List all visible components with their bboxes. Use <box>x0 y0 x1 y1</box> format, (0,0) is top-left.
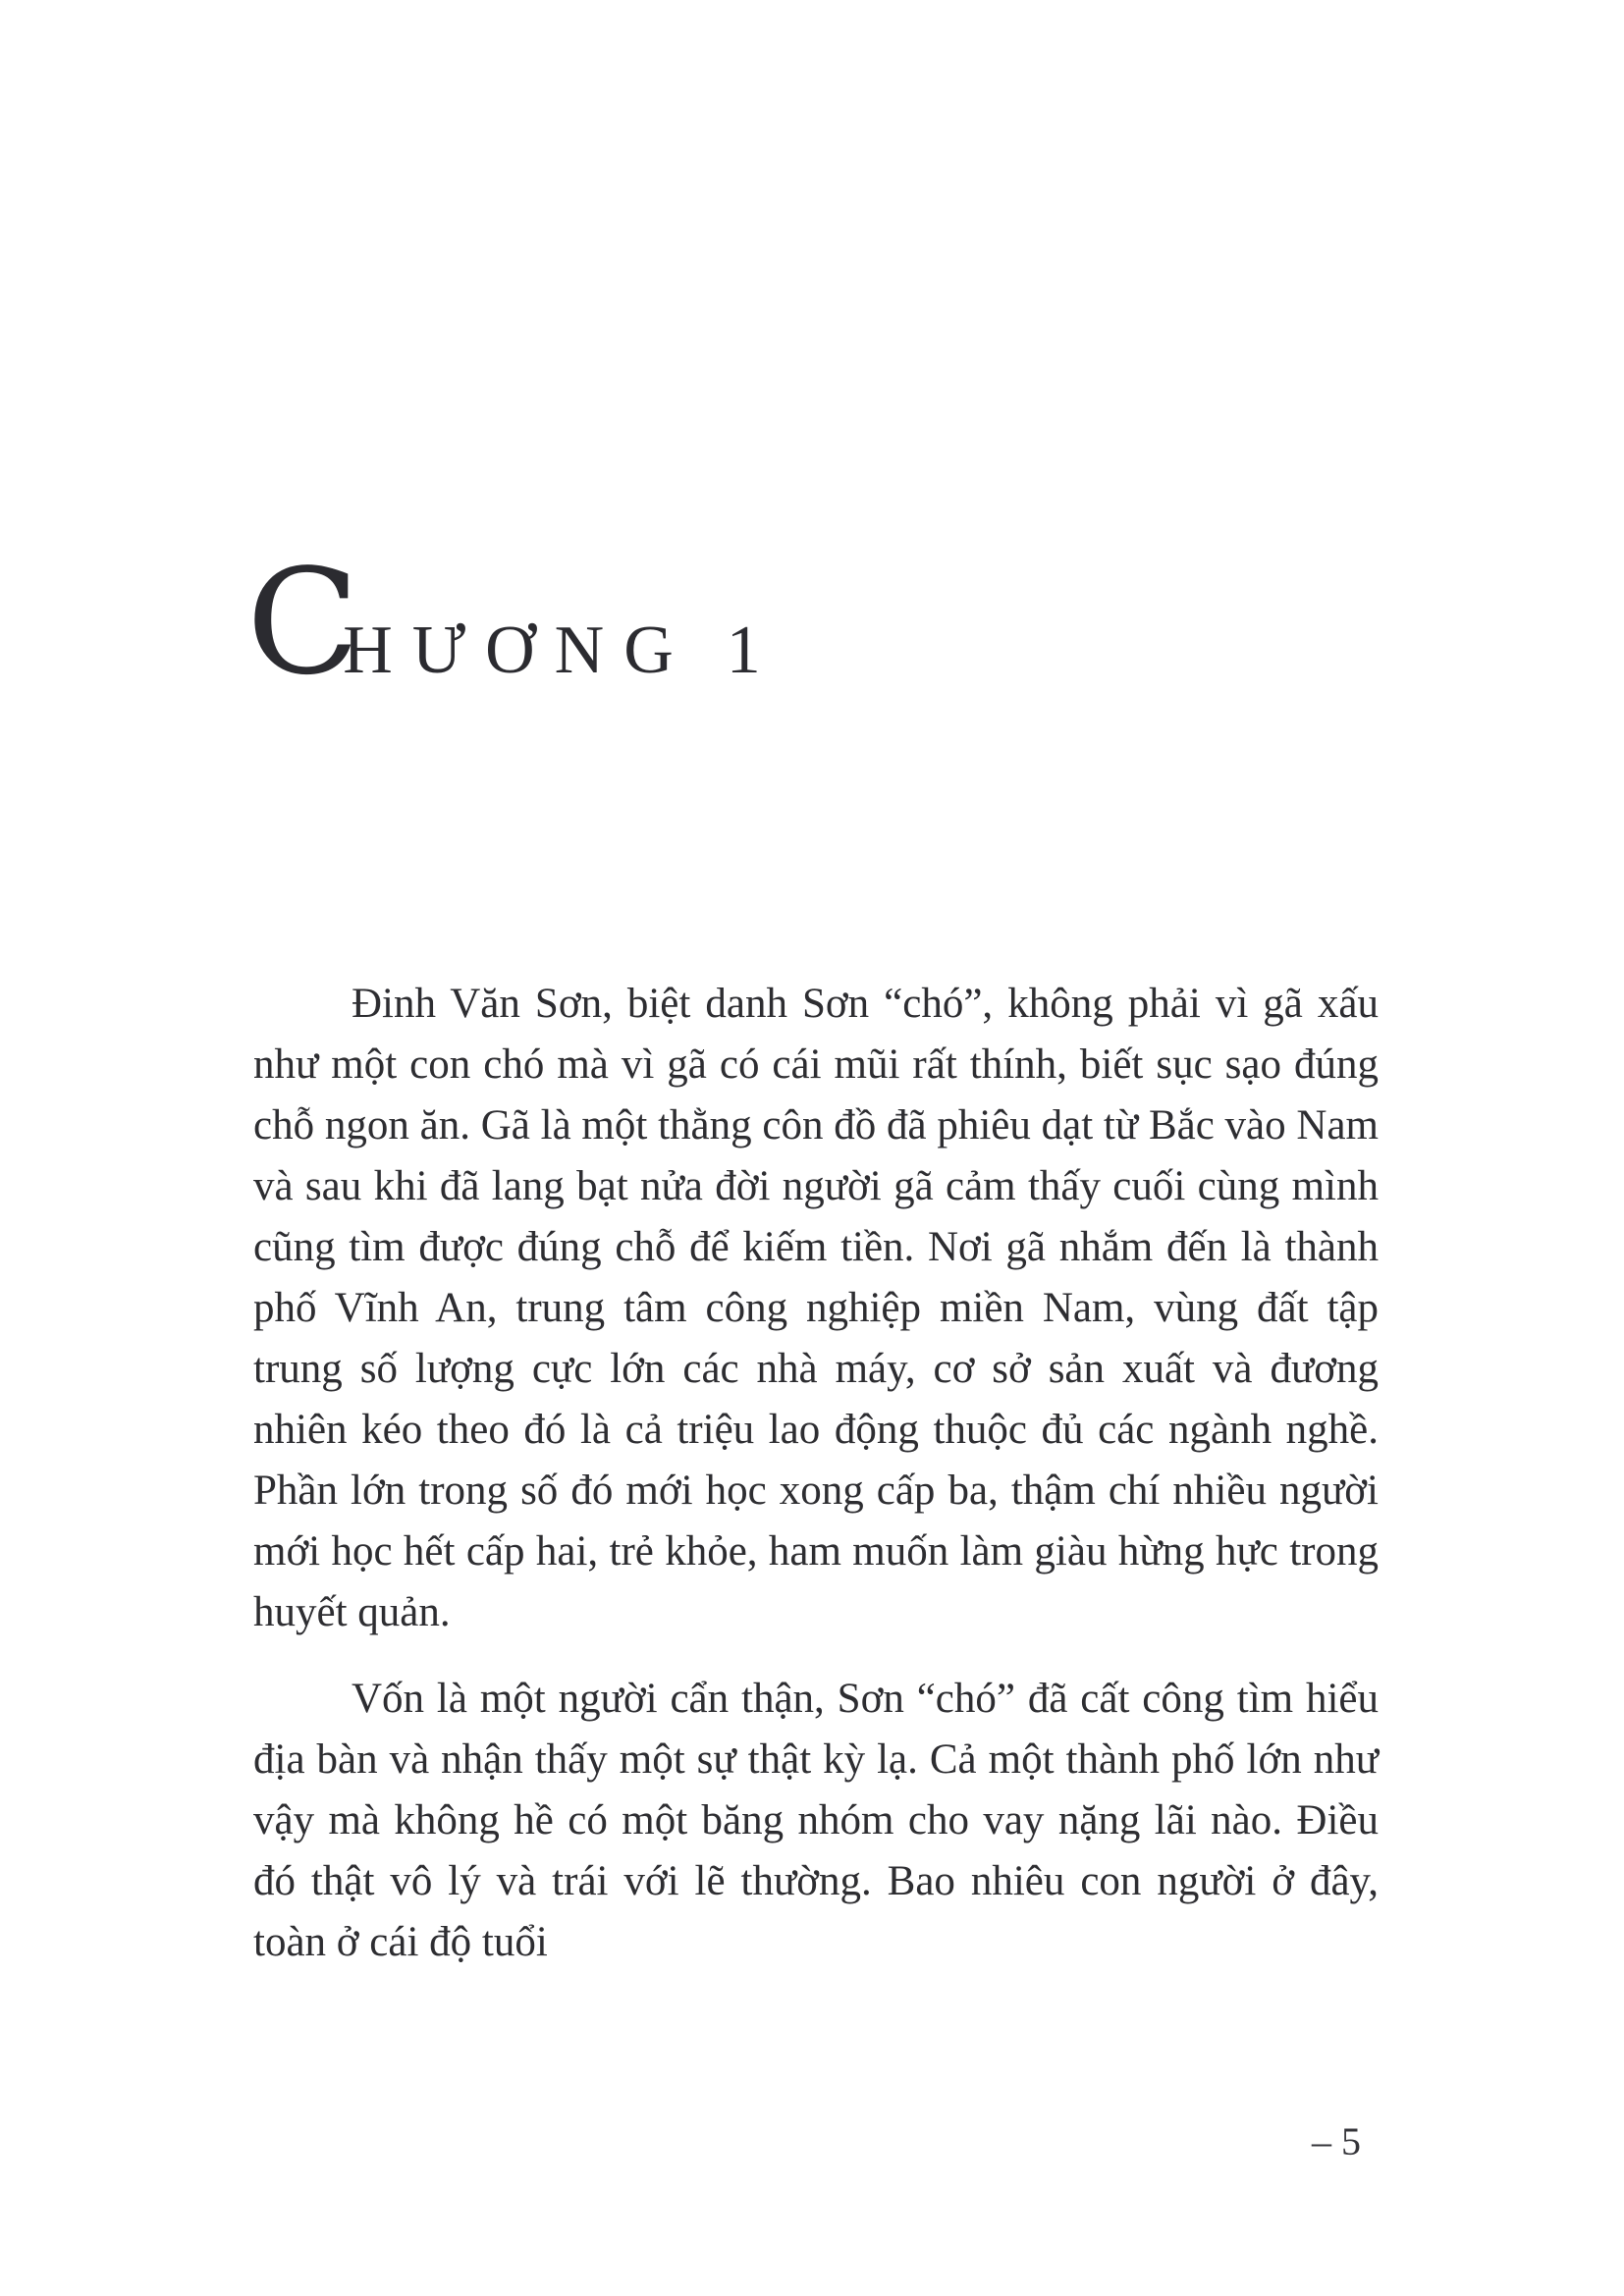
paragraph-1: Đinh Văn Sơn, biệt danh Sơn “chó”, không phải vì gã xấu như một con chó mà vì gã có cái mũi rất thính, biết sục sạo đúng chỗ ngon ăn. Gã là một thằng côn đồ đã phiêu dạt từ Bắc vào Nam và sau khi đã lang bạt nửa đời người gã cảm thấy cuối cùng mình cũng tìm được đúng chỗ để kiếm tiền. Nơi gã nhắm đến là thành phố Vĩnh An, trung tâm công nghiệp miền Nam, vùng đất tập trung số lượng cực lớn các nhà máy, cơ sở sản xuất và đương nhiên kéo theo đó là cả triệu lao động thuộc đủ các ngành nghề. Phần lớn trong số đó mới học xong cấp ba, thậm chí nhiều người mới học hết cấp hai, trẻ khỏe, ham muốn làm giàu hừng hực trong huyết quản. <box>253 981 1379 1635</box>
page-number: – 5 <box>1312 2119 1361 2163</box>
chapter-number: 1 <box>726 613 761 688</box>
chapter-initial-letter: C <box>245 538 360 707</box>
body-text <box>253 974 1379 1973</box>
chapter-title-text: HƯƠNG <box>343 613 693 688</box>
chapter-heading <box>245 538 761 707</box>
paragraph-2: Vốn là một người cẩn thận, Sơn “chó” đã cất công tìm hiểu địa bàn và nhận thấy một sự thật kỳ lạ. Cả một thành phố lớn như vậy mà không hề có một băng nhóm cho vay nặng lãi nào. Điều đó thật vô lý và trái với lẽ thường. Bao nhiêu con người ở đây, toàn ở cái độ tuổi <box>253 1676 1379 1965</box>
